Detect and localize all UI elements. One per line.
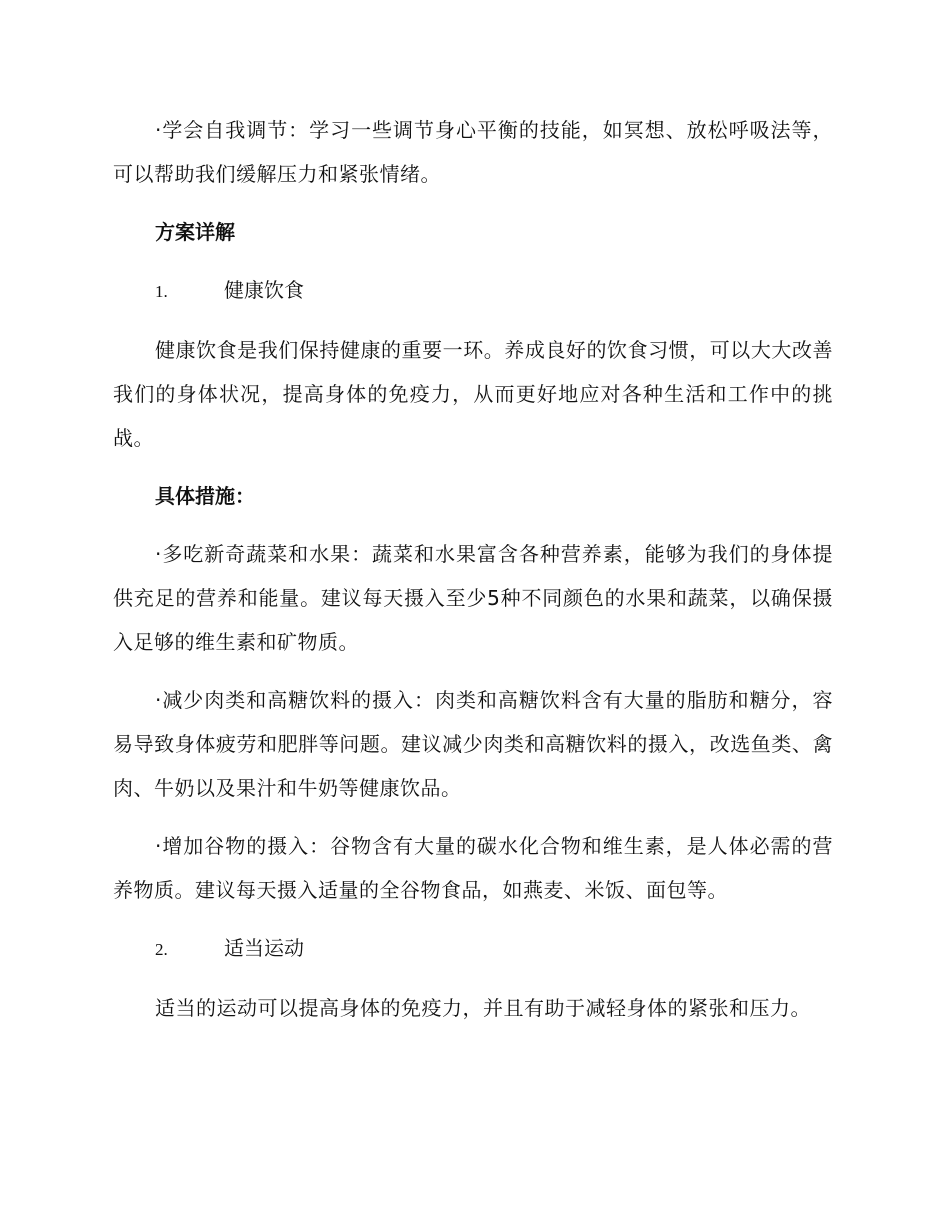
numbered-item-healthy-diet xyxy=(113,268,833,314)
paragraph-vegetables-fruits: ·多吃新奇蔬菜和水果：蔬菜和水果富含各种营养素，能够为我们的身体提供充足的营养和能量。建议每天摄入至少5种不同颜色的水果和蔬菜，以确保摄入足够的维生素和矿物质。 xyxy=(113,542,833,654)
paragraph-meat-sugar: ·减少肉类和高糖饮料的摄入：肉类和高糖饮料含有大量的脂肪和糖分，容易导致身体疲劳和肥胖等问题。建议减少肉类和高糖饮料的摄入，改选鱼类、禽肉、牛奶以及果汁和牛奶等健康饮品。 xyxy=(113,688,833,800)
item-label: 适当运动 xyxy=(224,936,304,960)
paragraph-self-regulation: ·学会自我调节：学习一些调节身心平衡的技能，如冥想、放松呼吸法等，可以帮助我们缓解压力和紧张情绪。 xyxy=(113,118,833,186)
document-body xyxy=(113,108,833,1044)
item-label: 健康饮食 xyxy=(224,278,304,302)
heading-plan-detail: 方案详解 xyxy=(155,220,235,244)
heading-measures: 具体措施： xyxy=(155,484,255,508)
item-number: 2. xyxy=(155,940,168,959)
paragraph-grains: ·增加谷物的摄入：谷物含有大量的碳水化合物和维生素，是人体必需的营养物质。建议每天摄入适量的全谷物食品，如燕麦、米饭、面包等。 xyxy=(113,834,833,902)
item-number: 1. xyxy=(155,282,168,301)
numbered-item-exercise xyxy=(113,926,833,972)
paragraph-diet-intro: 健康饮食是我们保持健康的重要一环。养成良好的饮食习惯，可以大大改善我们的身体状况，提高身体的免疫力，从而更好地应对各种生活和工作中的挑战。 xyxy=(113,338,833,450)
paragraph-exercise-intro: 适当的运动可以提高身体的免疫力，并且有助于减轻身体的紧张和压力。 xyxy=(155,996,811,1020)
